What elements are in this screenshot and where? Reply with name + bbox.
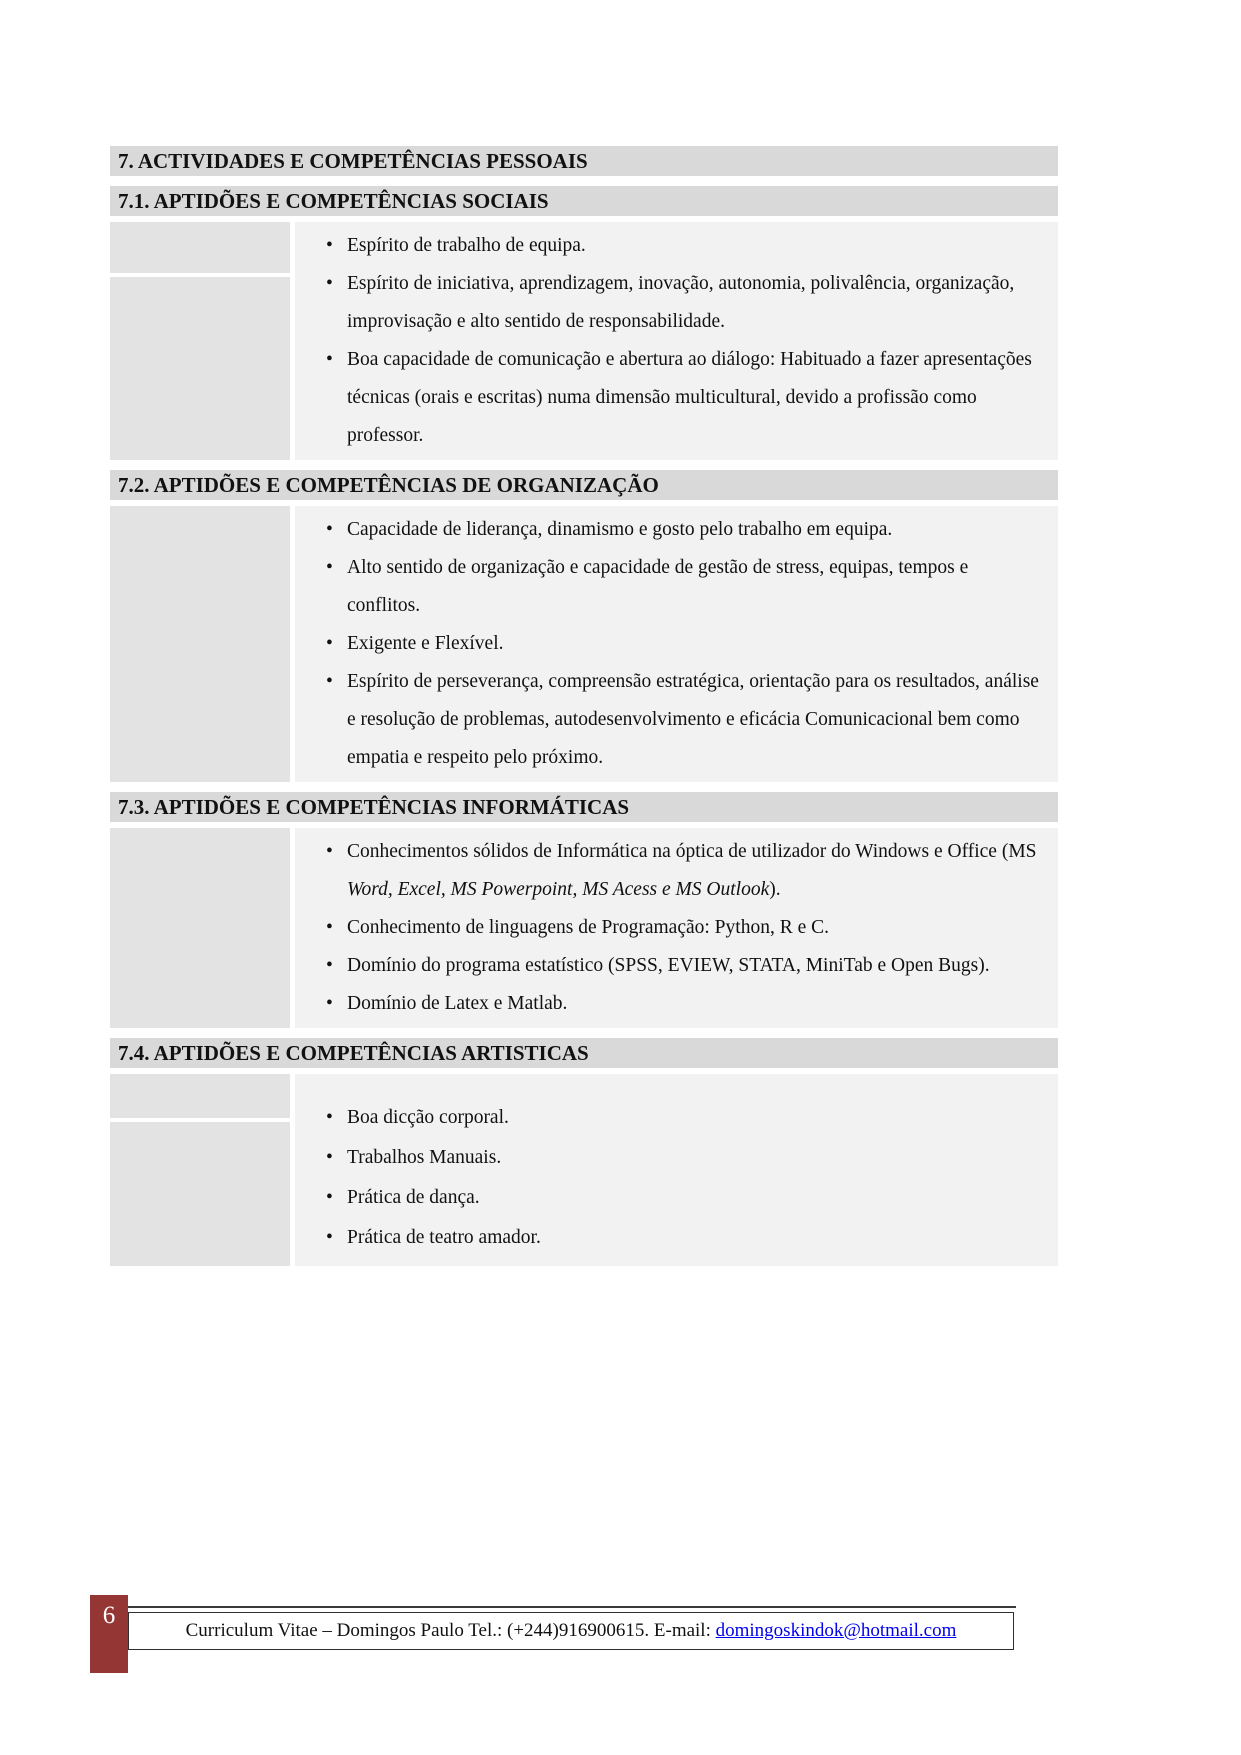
row-label-cell (110, 222, 290, 460)
bullet-list (320, 1098, 1046, 1258)
section-row-7-4 (110, 1074, 1058, 1266)
list-item: • Trabalhos Manuais. (320, 1138, 1046, 1178)
list-item: • Boa capacidade de comunicação e abertura ao diálogo: Habituado a fazer apresentações técnicas (orais e escritas) numa dimensão multicultural, devido a profissão como professor. (320, 341, 1046, 455)
footer-text: Curriculum Vitae – Domingos Paulo Tel.: (+244)916900615. E-mail: (185, 1620, 716, 1641)
list-item: • Conhecimento de linguagens de Programação: Python, R e C. (320, 909, 1046, 947)
row-label-cell (110, 828, 290, 1028)
section-row-7-2 (110, 506, 1058, 782)
list-item: • Exigente e Flexível. (320, 625, 1046, 663)
email-link[interactable]: domingoskindok@hotmail.com (715, 1620, 957, 1641)
list-item-text: ). (769, 879, 781, 900)
cell-divider (110, 273, 290, 277)
bullet-list (320, 511, 1046, 777)
footer-text-box (128, 1612, 1014, 1650)
footer-rule (128, 1606, 1016, 1608)
list-item: • Capacidade de liderança, dinamismo e gosto pelo trabalho em equipa. (320, 511, 1046, 549)
bullet-list (320, 227, 1046, 455)
list-item: • Espírito de perseverança, compreensão estratégica, orientação para os resultados, análise e resolução de problemas, autodesenvolvimento e eficácia Comunicacional bem como empatia e respeito pelo próximo. (320, 663, 1046, 777)
row-label-cell (110, 506, 290, 782)
list-item (320, 833, 1046, 909)
cell-divider (110, 1118, 290, 1122)
list-item: • Espírito de iniciativa, aprendizagem, inovação, autonomia, polivalência, organização, improvisação e alto sentido de responsabilidade. (320, 265, 1046, 341)
list-item: • Prática de teatro amador. (320, 1218, 1046, 1258)
section-heading-7: 7. ACTIVIDADES E COMPETÊNCIAS PESSOAIS (110, 146, 1058, 176)
section-row-7-1 (110, 222, 1058, 460)
page-number-badge: 6 (90, 1595, 128, 1673)
list-item: • Domínio do programa estatístico (SPSS, EVIEW, STATA, MiniTab e Open Bugs). (320, 947, 1046, 985)
list-item: • Domínio de Latex e Matlab. (320, 985, 1046, 1023)
list-item-italic-text: Word, Excel, MS Powerpoint, MS Acess e MS Outlook (347, 879, 770, 900)
section-heading-7-4: 7.4. APTIDÕES E COMPETÊNCIAS ARTISTICAS (110, 1038, 1058, 1068)
row-label-cell (110, 1074, 290, 1266)
bullet-list (320, 833, 1046, 1023)
list-item-text: Conhecimentos sólidos de Informática na óptica de utilizador do Windows e Office (MS (347, 841, 1037, 862)
list-item: • Boa dicção corporal. (320, 1098, 1046, 1138)
list-item: • Prática de dança. (320, 1178, 1046, 1218)
section-body-7-1 (295, 222, 1058, 460)
list-item: • Alto sentido de organização e capacidade de gestão de stress, equipas, tempos e conflitos. (320, 549, 1046, 625)
section-heading-7-1: 7.1. APTIDÕES E COMPETÊNCIAS SOCIAIS (110, 186, 1058, 216)
section-body-7-2 (295, 506, 1058, 782)
section-heading-7-3: 7.3. APTIDÕES E COMPETÊNCIAS INFORMÁTICAS (110, 792, 1058, 822)
section-body-7-4 (295, 1074, 1058, 1266)
list-item: • Espírito de trabalho de equipa. (320, 227, 1046, 265)
section-heading-7-2: 7.2. APTIDÕES E COMPETÊNCIAS DE ORGANIZAÇÃO (110, 470, 1058, 500)
section-row-7-3 (110, 828, 1058, 1028)
document-content (110, 146, 1058, 1276)
section-body-7-3 (295, 828, 1058, 1028)
